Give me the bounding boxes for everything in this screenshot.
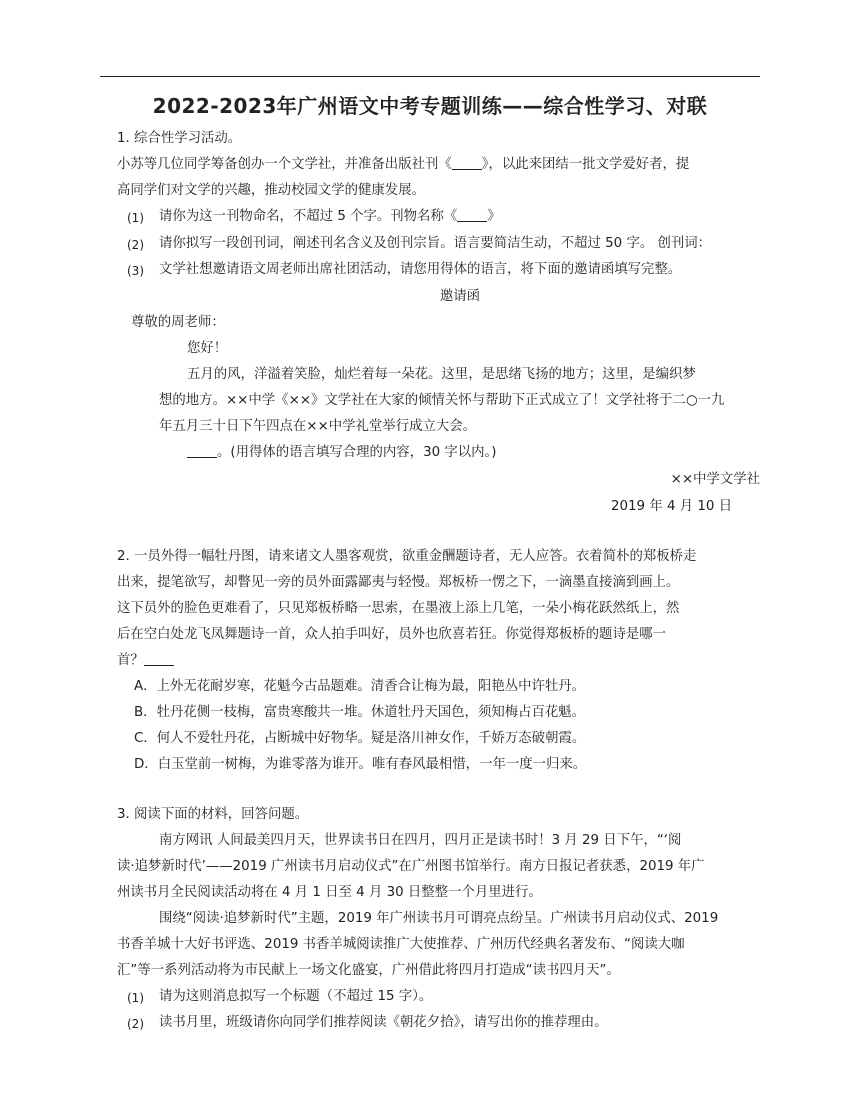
q1-sub3-number: (3) — [127, 264, 144, 278]
letter-date: 2019 年 4 月 10 日 — [611, 499, 733, 514]
q2-line5 — [117, 652, 174, 670]
letter-body-line2: 想的地方。××中学《××》文学社在大家的倾情关怀与帮助下正式成立了！文学社将于二○一九 — [159, 393, 725, 408]
q1-sub1-close: 》 — [487, 209, 501, 224]
q2-line3: 这下员外的脸色更难看了，只见郑板桥略一思索，在墨液上添上几笔，一朵小梅花跃然纸上，然 — [117, 601, 680, 616]
letter-salutation: 尊敬的周老师： — [131, 315, 225, 330]
q3-para2-line3: 汇”等一系列活动将为市民献上一场文化盛宴，广州借此将四月打造成“读书四月天”。 — [117, 963, 620, 978]
q3-sub2: 读书月里，班级请你向同学们推荐阅读《朝花夕拾》，请写出你的推荐理由。 — [159, 1015, 608, 1030]
q1-sub2-number: (2) — [127, 238, 144, 252]
q1-sub1 — [159, 208, 501, 226]
q3-para2-line2: 书香羊城十大好书评选、2019 书香羊城阅读推广大使推荐、广州历代经典名著发布、“阅读大咖 — [117, 937, 685, 952]
answer-blank[interactable] — [457, 208, 487, 222]
letter-body-line1: 五月的风，洋溢着笑脸，灿烂着每一朵花。这里，是思绪飞扬的地方；这里，是编织梦 — [187, 367, 696, 382]
q3-heading: 3. 阅读下面的材料，回答问题。 — [117, 807, 309, 822]
answer-blank[interactable] — [144, 652, 174, 666]
q3-sub2-number: (2) — [127, 1017, 144, 1031]
letter-greeting: 您好！ — [187, 341, 228, 356]
q1-heading: 1. 综合性学习活动。 — [117, 131, 242, 146]
q1-intro-b: 》，以此来团结一批文学爱好者，提 — [481, 157, 690, 172]
q2-line2: 出来，提笔欲写，却瞥见一旁的员外面露鄙夷与轻慢。郑板桥一愣之下，一滴墨直接滴到画上。 — [117, 575, 680, 590]
q3-sub1: 请为这则消息拟写一个标题（不超过 15 字）。 — [159, 989, 433, 1004]
letter-blank-line — [187, 444, 496, 462]
q2-option-c[interactable]: C．何人不爱牡丹花，占断城中好物华。疑是洛川神女作，千娇万态破朝霞。 — [134, 731, 586, 746]
q1-sub1-number: (1) — [127, 211, 144, 225]
q2-line5-text: 首？ — [117, 653, 144, 668]
letter-body-line3: 年五月三十日下午四点在××中学礼堂举行成立大会。 — [159, 419, 477, 434]
q3-para1-line2: 读·追梦新时代’——2019 广州读书月启动仪式”在广州图书馆举行。南方日报记者获悉，2019 年广 — [117, 859, 705, 874]
q3-para1-line1: 南方网讯 人间最美四月天，世界读书日在四月，四月正是读书时！3 月 29 日下午，“‘阅 — [159, 833, 682, 848]
q2-line1: 2. 一员外得一幅牡丹图，请来诸文人墨客观赏，欲重金酬题诗者，无人应答。衣着简朴的郑板桥走 — [117, 549, 697, 564]
q1-intro-line1 — [117, 156, 689, 174]
q1-sub2: 请你拟写一段创刊词，阐述刊名含义及创刊宗旨。语言要简洁生动，不超过 50 字。 创刊词： — [159, 236, 712, 251]
page-title: 2022-2023年广州语文中考专题训练——综合性学习、对联 — [152, 94, 708, 118]
letter-blank-note: 。(用得体的语言填写合理的内容，30 字以内。) — [217, 445, 497, 460]
q2-option-d[interactable]: D．白玉堂前一树梅，为谁零落为谁开。唯有春风最相惜，一年一度一归来。 — [134, 757, 587, 772]
letter-signature: ××中学文学社 — [670, 472, 760, 487]
q1-intro-line2: 高同学们对文学的兴趣，推动校园文学的健康发展。 — [117, 183, 425, 198]
q3-para1-line3: 州读书月全民阅读活动将在 4 月 1 日至 4 月 30 日整整一个月里进行。 — [117, 885, 542, 900]
q2-option-a[interactable]: A．上外无花耐岁寒，花魁今古品题难。清香合让梅为最，阳艳丛中许牡丹。 — [134, 679, 586, 694]
q1-sub1-text: 请你为这一刊物命名，不超过 5 个字。刊物名称《 — [159, 209, 458, 224]
q3-sub1-number: (1) — [127, 991, 144, 1005]
answer-blank[interactable] — [452, 156, 482, 170]
q2-line4: 后在空白处龙飞凤舞题诗一首，众人拍手叫好，员外也欣喜若狂。你觉得郑板桥的题诗是哪一 — [117, 627, 667, 642]
top-rule — [100, 76, 760, 77]
letter-heading: 邀请函 — [439, 289, 481, 304]
answer-blank[interactable] — [187, 444, 217, 458]
q1-intro-a: 小苏等几位同学筹备创办一个文学社，并准备出版社刊《 — [117, 157, 452, 172]
q3-para2-line1: 围绕“阅读·追梦新时代”主题，2019 年广州读书月可谓亮点纷呈。广州读书月启动仪式、2019 — [159, 911, 719, 926]
q2-option-b[interactable]: B．牡丹花侧一枝梅，富贵寒酸共一堆。休道牡丹天国色，须知梅占百花魁。 — [134, 705, 586, 720]
q1-sub3: 文学社想邀请语文周老师出席社团活动，请您用得体的语言，将下面的邀请函填写完整。 — [159, 262, 682, 277]
